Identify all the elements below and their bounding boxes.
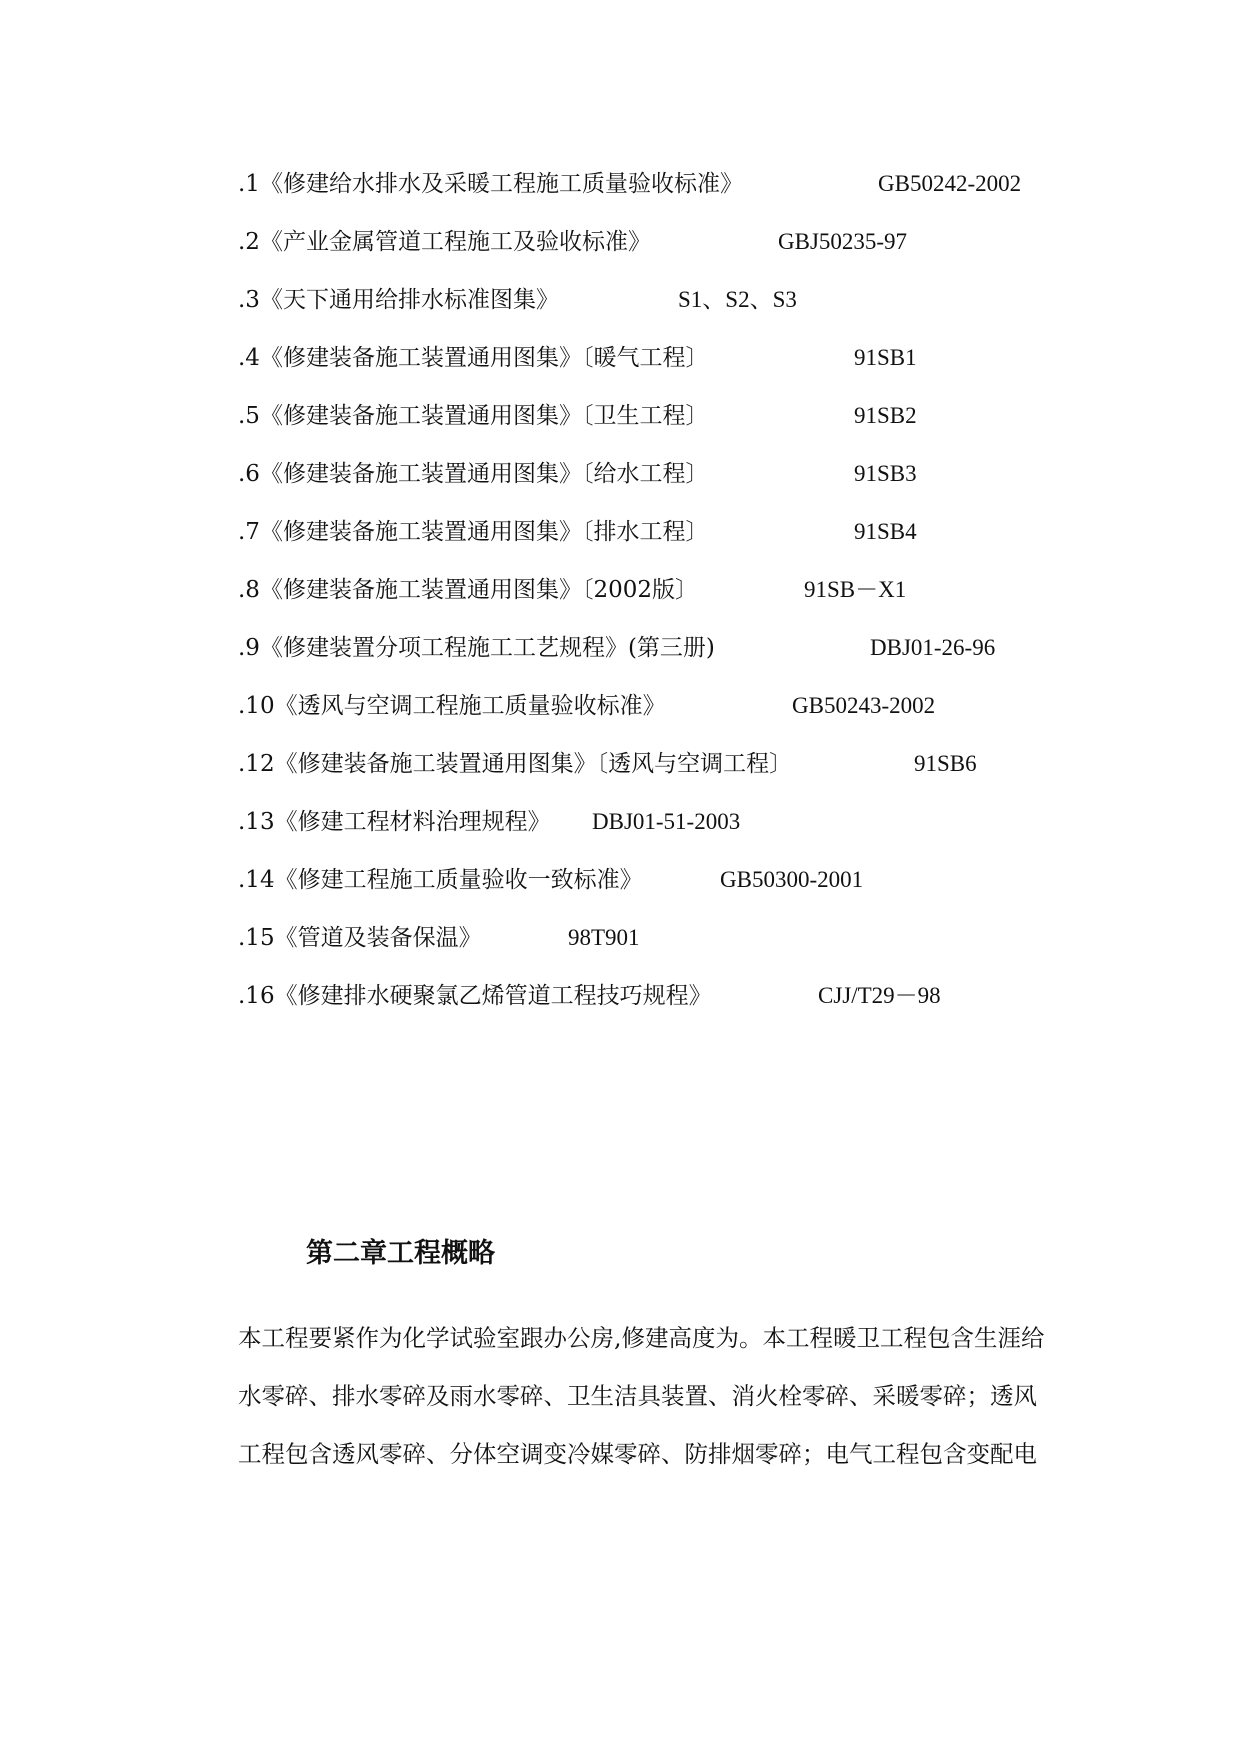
reference-title: .2《产业金属管道工程施工及验收标准》 [238, 229, 651, 255]
reference-code: 91SB6 [914, 751, 977, 776]
reference-title: .12《修建装备施工装置通用图集》〔透风与空调工程〕 [238, 751, 793, 777]
reference-title: .8《修建装备施工装置通用图集》〔2002版〕 [238, 577, 698, 603]
reference-code: 91SB－X1 [804, 577, 907, 602]
reference-item [238, 226, 1138, 284]
reference-code: GB50300-2001 [720, 867, 864, 892]
reference-list [238, 168, 1138, 1038]
reference-item [238, 574, 1138, 632]
body-paragraph [238, 1322, 1118, 1496]
reference-title: .15《管道及装备保温》 [238, 925, 482, 951]
reference-item [238, 690, 1138, 748]
reference-title: .16《修建排水硬聚氯乙烯管道工程技巧规程》 [238, 983, 712, 1009]
reference-item [238, 922, 1138, 980]
reference-code: GB50242-2002 [878, 171, 1022, 196]
reference-item [238, 806, 1138, 864]
reference-item [238, 400, 1138, 458]
reference-item [238, 632, 1138, 690]
paragraph-line: 本工程要紧作为化学试验室跟办公房,修建高度为。本工程暖卫工程包含生涯给 [238, 1324, 1045, 1352]
reference-item [238, 168, 1138, 226]
reference-title: .10《透风与空调工程施工质量验收标准》 [238, 693, 666, 719]
reference-title: .5《修建装备施工装置通用图集》〔卫生工程〕 [238, 403, 709, 429]
reference-code: 91SB3 [854, 461, 917, 486]
reference-code: 98T901 [568, 925, 640, 950]
reference-item [238, 864, 1138, 922]
reference-title: .9《修建装置分项工程施工工艺规程》(第三册) [238, 635, 715, 661]
reference-code: DBJ01-51-2003 [592, 809, 741, 834]
reference-code: 91SB1 [854, 345, 917, 370]
reference-item [238, 342, 1138, 400]
reference-code: 91SB4 [854, 519, 917, 544]
reference-code: CJJ/T29－98 [818, 983, 941, 1008]
reference-code: GB50243-2002 [792, 693, 936, 718]
reference-title: .13《修建工程材料治理规程》 [238, 809, 551, 835]
reference-code: DBJ01-26-96 [870, 635, 996, 660]
reference-item [238, 458, 1138, 516]
reference-item [238, 748, 1138, 806]
reference-title: .7《修建装备施工装置通用图集》〔排水工程〕 [238, 519, 709, 545]
paragraph-line: 水零碎、排水零碎及雨水零碎、卫生洁具装置、消火栓零碎、采暖零碎；透风 [238, 1382, 1037, 1410]
chapter-heading: 第二章工程概略 [306, 1238, 495, 1269]
reference-item [238, 516, 1138, 574]
reference-code: S1、S2、S3 [678, 287, 797, 312]
reference-title: .4《修建装备施工装置通用图集》〔暖气工程〕 [238, 345, 709, 371]
reference-title: .6《修建装备施工装置通用图集》〔给水工程〕 [238, 461, 709, 487]
reference-item [238, 980, 1138, 1038]
reference-code: GBJ50235-97 [778, 229, 908, 254]
reference-title: .1《修建给水排水及采暖工程施工质量验收标准》 [238, 171, 743, 197]
reference-code: 91SB2 [854, 403, 917, 428]
reference-title: .3《天下通用给排水标准图集》 [238, 287, 559, 313]
reference-item [238, 284, 1138, 342]
paragraph-line: 工程包含透风零碎、分体空调变冷媒零碎、防排烟零碎；电气工程包含变配电 [238, 1440, 1037, 1468]
reference-title: .14《修建工程施工质量验收一致标准》 [238, 867, 643, 893]
